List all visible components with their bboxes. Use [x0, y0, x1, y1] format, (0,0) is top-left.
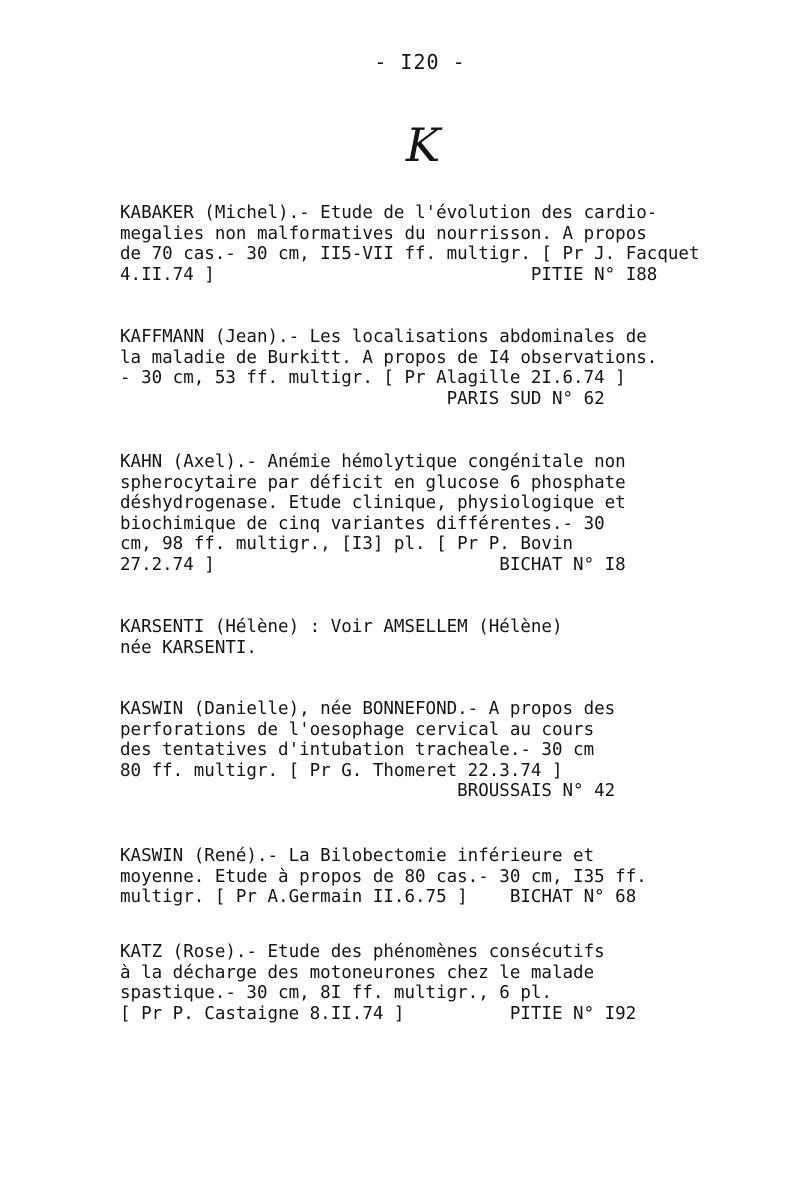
page-number: - I20 -	[374, 50, 466, 74]
entry-line: KAFFMANN (Jean).- Les localisations abdominales de	[120, 327, 647, 347]
entry-line: KASWIN (René).- La Bilobectomie inférieure et	[120, 846, 595, 866]
entry-line: à la décharge des motoneurones chez le malade	[120, 962, 595, 983]
entry-line: cm, 98 ff. multigr., [I3] pl. [ Pr P. Bovin	[120, 534, 574, 554]
entry-line: multigr. [ Pr A.Germain II.6.75 ] BICHAT N° 68	[120, 887, 637, 907]
entry-line: de 70 cas.- 30 cm, II5-VII ff. multigr. [ Pr J. Facquet	[120, 244, 700, 264]
bibliography-entry-kahn	[120, 452, 695, 575]
entry-line: megalies non malformatives du nourrisson. A propos	[120, 223, 647, 244]
entry-line: moyenne. Etude à propos de 80 cas.- 30 cm, I35 ff.	[120, 866, 647, 887]
bibliography-entry-katz	[120, 942, 695, 1024]
entry-line: 27.2.74 ] BICHAT N° I8	[120, 554, 626, 575]
entry-line: - 30 cm, 53 ff. multigr. [ Pr Alagille 2I.6.74 ]	[120, 368, 626, 388]
entry-line: [ Pr P. Castaigne 8.II.74 ] PITIE N° I92	[120, 1003, 637, 1024]
entry-line: KATZ (Rose).- Etude des phénomènes consécutifs	[120, 942, 605, 962]
section-letter-heading: K	[405, 118, 441, 172]
entry-line: 80 ff. multigr. [ Pr G. Thomeret 22.3.74 ]	[120, 760, 563, 781]
entry-line: spherocytaire par déficit en glucose 6 phosphate	[120, 472, 626, 493]
entry-line: 4.II.74 ] PITIE N° I88	[120, 264, 658, 285]
entry-line: perforations de l'oesophage cervical au cours	[120, 719, 595, 740]
bibliography-entry-kaswin-danielle	[120, 699, 695, 802]
entry-line: BROUSSAIS N° 42	[120, 781, 616, 801]
entry-line: déshydrogenase. Etude clinique, physiologique et	[120, 493, 626, 513]
entry-line: KAHN (Axel).- Anémie hémolytique congénitale non	[120, 452, 626, 472]
bibliography-entry-kaffmann	[120, 327, 695, 409]
bibliography-entry-kabaker	[120, 203, 700, 285]
entry-line: PARIS SUD N° 62	[120, 388, 605, 409]
bibliography-entry-karsenti	[120, 617, 695, 658]
entry-line: KASWIN (Danielle), née BONNEFOND.- A propos des	[120, 699, 616, 719]
entry-line: spastique.- 30 cm, 8I ff. multigr., 6 pl.	[120, 983, 552, 1003]
entry-line: KARSENTI (Hélène) : Voir AMSELLEM (Hélène)	[120, 617, 563, 637]
entry-line: des tentatives d'intubation tracheale.- 30 cm	[120, 740, 595, 760]
entry-line: KABAKER (Michel).- Etude de l'évolution des cardio-	[120, 203, 658, 223]
entry-line: biochimique de cinq variantes différentes.- 30	[120, 513, 605, 534]
bibliography-entry-kaswin-rene	[120, 846, 695, 908]
entry-line: née KARSENTI.	[120, 637, 257, 658]
entry-line: la maladie de Burkitt. A propos de I4 observations.	[120, 347, 658, 368]
